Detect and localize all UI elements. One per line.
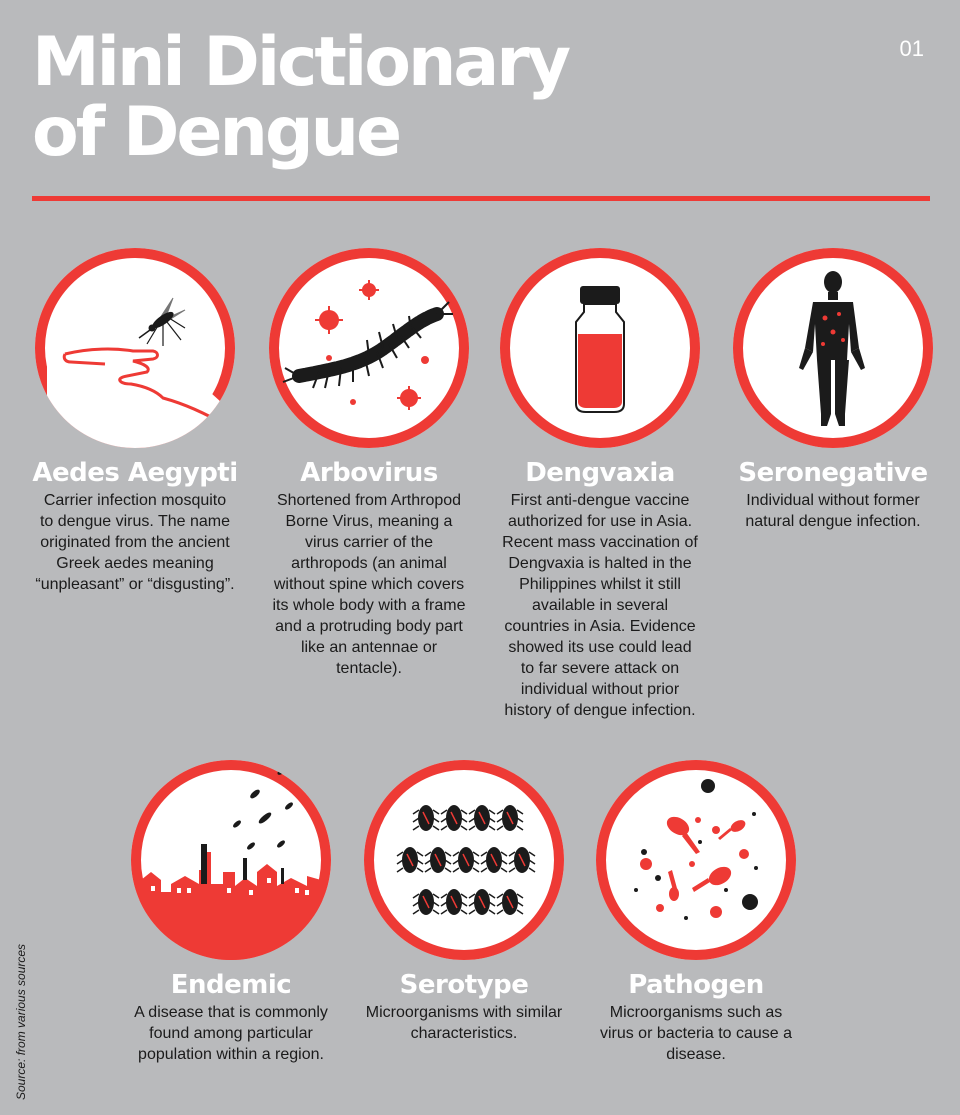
entry-description: First anti-dengue vaccine authorized for use in Asia. Recent mass vaccination of Dengvaxia is halted in the Philippines whilst it still available in several countries in Asia. Evidence showed its use could lead to far severe attack on individual without prior history of dengue infection. [502, 492, 698, 719]
entry-illustration [364, 760, 564, 960]
city-mosquitoes-icon [131, 760, 331, 960]
entry-illustration [131, 760, 331, 960]
vaccine-vial-icon [500, 248, 700, 448]
entry-illustration [596, 760, 796, 960]
microorganism-icon [453, 847, 479, 873]
microorganism-icon [509, 847, 535, 873]
entry-term: Aedes Aegypti [32, 458, 238, 488]
entry-description: A disease that is commonly found among particular population within a region. [134, 1004, 328, 1063]
entry-arbovirus [264, 248, 474, 679]
entry-description: Shortened from Arthropod Borne Virus, meaning a virus carrier of the arthropods (an animal without spine which covers its whole body with a frame and a protruding body part like an antennae or tentacle). [272, 492, 466, 677]
microorganism-icon [469, 889, 495, 915]
entry-description: Microorganisms such as virus or bacteria to cause a disease. [599, 1004, 793, 1063]
microorganism-icon [497, 805, 523, 831]
microorganism-icon [397, 847, 423, 873]
entry-endemic [126, 760, 336, 1065]
source-note: Source: from various sources [14, 943, 28, 1100]
microorganism-icon [441, 889, 467, 915]
entry-serotype [359, 760, 569, 1044]
entry-term: Arbovirus [300, 458, 438, 488]
microorganism-icon [441, 805, 467, 831]
human-body-icon [733, 248, 933, 448]
microorganism-icon [481, 847, 507, 873]
microorganism-icon [413, 889, 439, 915]
entry-term: Seronegative [738, 458, 928, 488]
entry-term: Endemic [170, 970, 292, 1000]
entry-illustration [35, 248, 235, 448]
mosquito-grid-icon [364, 760, 564, 960]
entry-illustration [500, 248, 700, 448]
entry-illustration [269, 248, 469, 448]
microorganism-icon [425, 847, 451, 873]
microorganism-icon [497, 889, 523, 915]
entry-seronegative [728, 248, 938, 532]
microorganism-icon [469, 805, 495, 831]
page-title [32, 23, 569, 172]
entry-pathogen [591, 760, 801, 1065]
entry-term: Serotype [399, 970, 529, 1000]
entry-term: Dengvaxia [525, 458, 675, 488]
title-divider [32, 196, 930, 201]
microbes-icon [596, 760, 796, 960]
entry-dengvaxia [495, 248, 705, 721]
page-number: 01 [899, 36, 924, 61]
title-line-2: of Dengue [32, 93, 400, 172]
microorganism-icon [413, 805, 439, 831]
centipede-icon [269, 248, 469, 448]
entry-description: Individual without former natural dengue infection. [745, 492, 921, 530]
entry-description: Microorganisms with similar characteristics. [365, 1004, 563, 1042]
entry-term: Pathogen [628, 970, 764, 1000]
entry-description: Carrier infection mosquito to dengue virus. The name originated from the ancient Greek aedes meaning “unpleasant” or “disgusting”. [35, 492, 235, 593]
entry-illustration [733, 248, 933, 448]
entry-aedes-aegypti [30, 248, 240, 595]
title-line-1: Mini Dictionary [32, 23, 569, 102]
mosquito-hand-icon [35, 248, 235, 448]
